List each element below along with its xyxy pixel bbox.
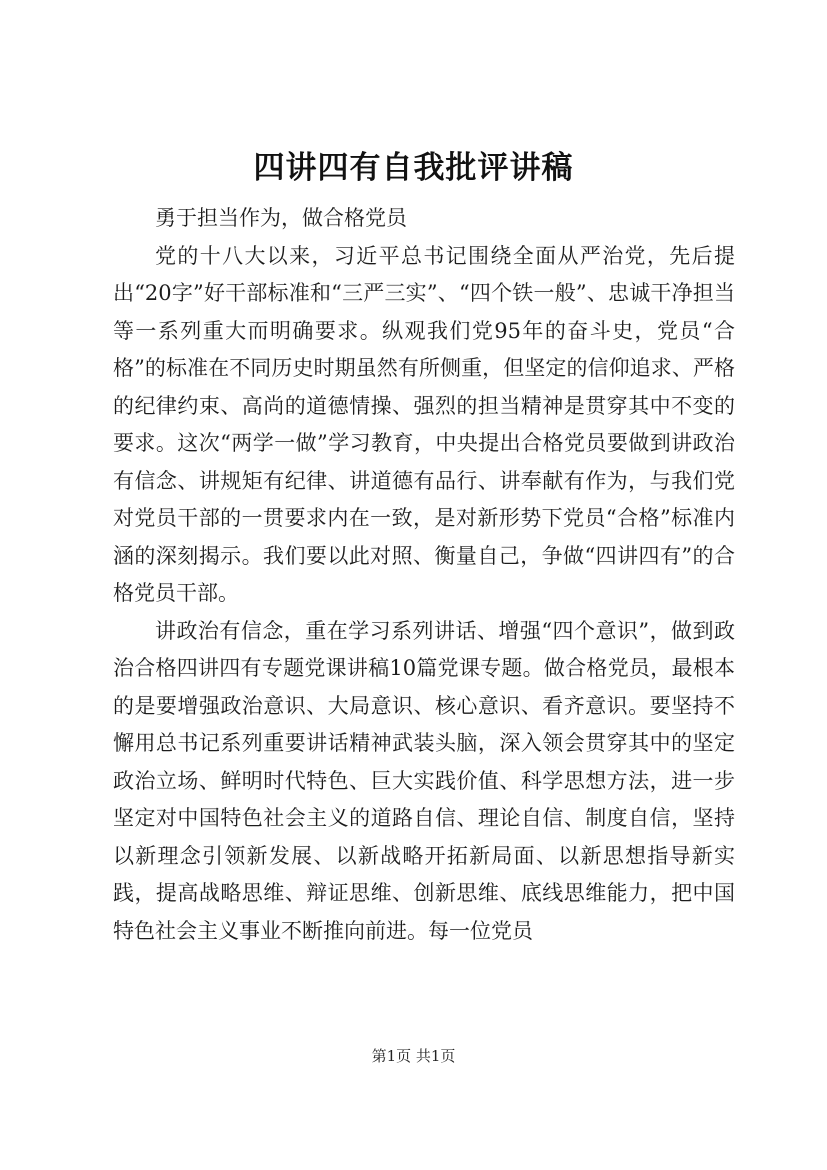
body-paragraph-2: 讲政治有信念，重在学习系列讲话、增强“四个意识”，做到政治合格四讲四有专题党课讲稿10篇党课专题。做合格党员，最根本的是要增强政治意识、大局意识、核心意识、看齐意识。要坚持不懈用总书记系列重要讲话精神武装头脑，深入领会贯穿其中的坚定政治立场、鲜明时代特色、巨大实践价值、科学思想方法，进一步坚定对中国特色社会主义的道路自信、理论自信、制度自信，坚持以新理念引领新发展、以新战略开拓新局面、以新思想指导新实践，提高战略思维、辩证思维、创新思维、底线思维能力，把中国特色社会主义事业不断推向前进。每一位党员 — [113, 618, 735, 943]
subheading-paragraph: 勇于担当作为，做合格党员 — [155, 206, 407, 230]
page-number-footer: 第1页 共1页 — [371, 1047, 456, 1065]
body-paragraph-1: 党的十八大以来，习近平总书记围绕全面从严治党，先后提出“20字”好干部标准和“三严三实”、“四个铁一般”、忠诚干净担当等一系列重大而明确要求。纵观我们党95年的奋斗史，党员“合格”的标准在不同历史时期虽然有所侧重，但坚定的信仰追求、严格的纪律约束、高尚的道德情操、强烈的担当精神是贯穿其中不变的要求。这次“两学一做”学习教育，中央提出合格党员要做到讲政治有信念、讲规矩有纪律、讲道德有品行、讲奉献有作为，与我们党对党员干部的一贯要求内在一致，是对新形势下党员“合格”标准内涵的深刻揭示。我们要以此对照、衡量自己，争做“四讲四有”的合格党员干部。 — [113, 243, 735, 605]
document-body — [113, 200, 735, 950]
document-title: 四讲四有自我批评讲稿 — [253, 150, 574, 186]
